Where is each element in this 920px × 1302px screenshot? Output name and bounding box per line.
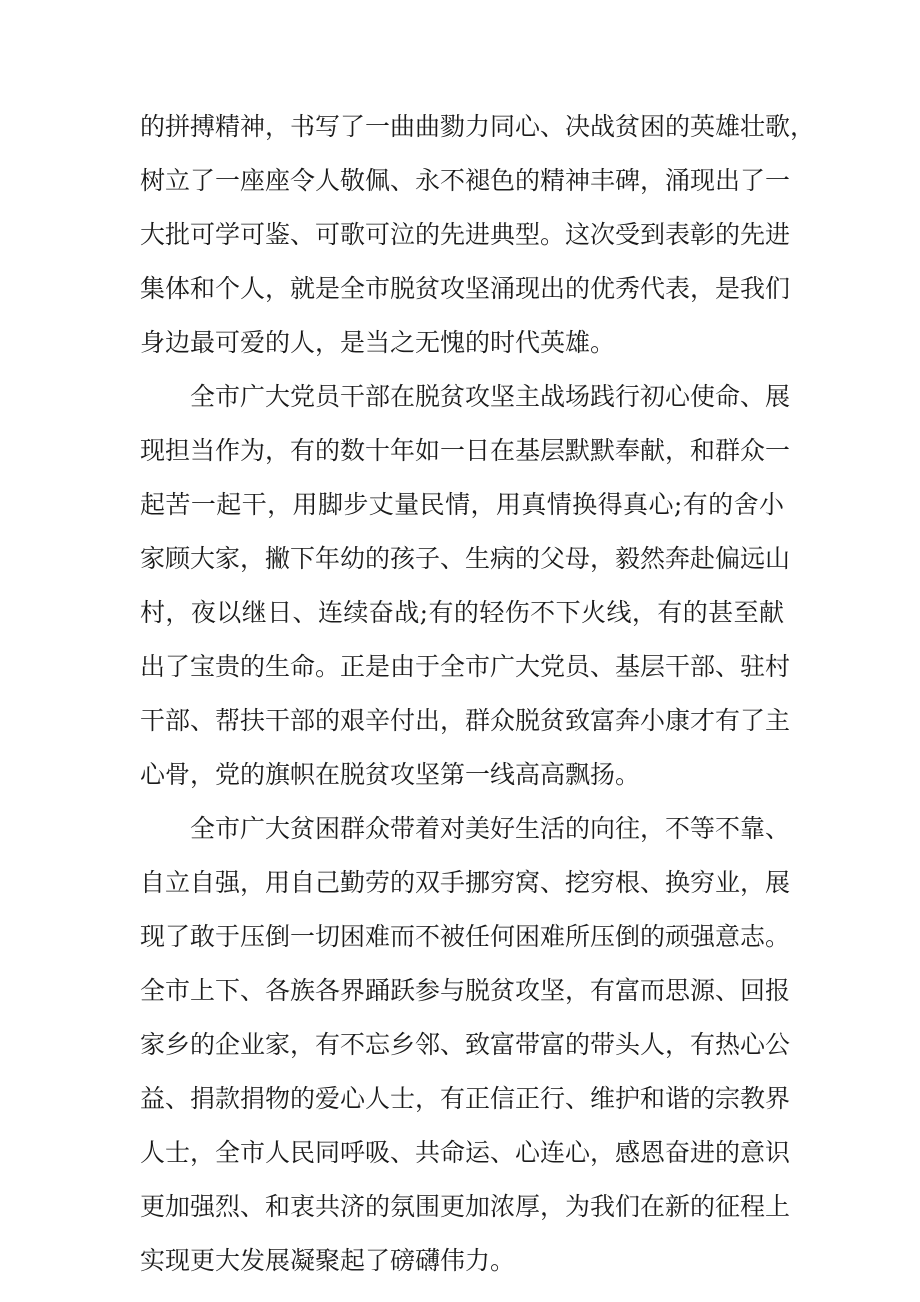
text-line: 家顾大家，撇下年幼的孩子、生病的父母，毅然奔赴偏远山 [140, 544, 791, 573]
text-line: 干部、帮扶干部的艰辛付出，群众脱贫致富奔小康才有了主 [140, 706, 791, 735]
text-line: 村，夜以继日、连续奋战;有的轻伤不下火线，有的甚至献 [140, 598, 784, 627]
text-line: 家乡的企业家，有不忘乡邻、致富带富的带头人，有热心公 [140, 1030, 791, 1059]
text-line: 集体和个人，就是全市脱贫攻坚涌现出的优秀代表，是我们 [140, 274, 791, 303]
text-line: 全市上下、各族各界踊跃参与脱贫攻坚，有富而思源、回报 [140, 976, 791, 1005]
text-line: 起苦一起干，用脚步丈量民情，用真情换得真心;有的舍小 [140, 490, 784, 519]
paragraph [140, 100, 816, 370]
text-line: 现担当作为，有的数十年如一日在基层默默奉献，和群众一 [140, 436, 791, 465]
body-text [140, 100, 816, 1288]
paragraph [140, 802, 791, 1288]
text-line: 益、捐款捐物的爱心人士，有正信正行、维护和谐的宗教界 [140, 1084, 791, 1113]
text-line: 自立自强，用自己勤劳的双手挪穷窝、挖穷根、换穷业，展 [140, 868, 791, 897]
text-line: 出了宝贵的生命。正是由于全市广大党员、基层干部、驻村 [140, 652, 791, 681]
text-line: 人士，全市人民同呼吸、共命运、心连心，感恩奋进的意识 [140, 1138, 791, 1167]
text-line: 树立了一座座令人敬佩、永不褪色的精神丰碑，涌现出了一 [140, 166, 791, 195]
text-line: 大批可学可鉴、可歌可泣的先进典型。这次受到表彰的先进 [140, 220, 791, 249]
text-line: 实现更大发展凝聚起了磅礴伟力。 [140, 1246, 516, 1275]
text-line: 更加强烈、和衷共济的氛围更加浓厚，为我们在新的征程上 [140, 1192, 791, 1221]
text-line: 心骨，党的旗帜在脱贫攻坚第一线高高飘扬。 [140, 760, 641, 789]
text-line: 全市广大党员干部在脱贫攻坚主战场践行初心使命、展 [190, 382, 791, 411]
text-line: 现了敢于压倒一切困难而不被任何困难所压倒的顽强意志。 [140, 922, 791, 951]
text-line: 的拼搏精神，书写了一曲曲勠力同心、决战贫困的英雄壮歌， [140, 112, 816, 141]
paragraph [140, 370, 791, 802]
text-line: 全市广大贫困群众带着对美好生活的向往，不等不靠、 [190, 814, 791, 843]
text-line: 身边最可爱的人，是当之无愧的时代英雄。 [140, 328, 616, 357]
